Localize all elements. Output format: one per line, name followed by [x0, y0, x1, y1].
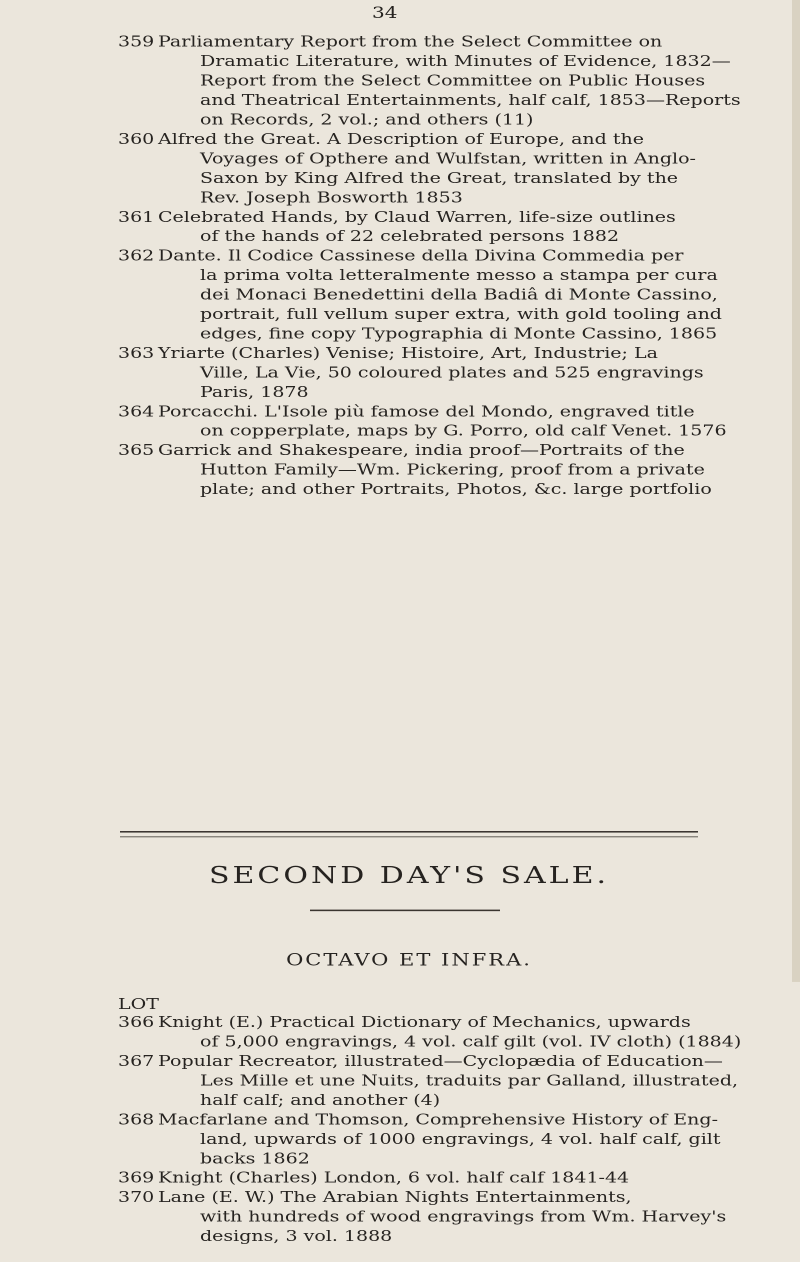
- lot-description-line: with hundreds of wood engravings from Wm. Harvey's: [200, 1208, 727, 1226]
- lot-description-line: and Theatrical Entertainments, half calf, 1853—Reports: [200, 91, 741, 109]
- lot-number: 360: [118, 130, 155, 148]
- lot-entry: [118, 33, 741, 130]
- lot-entry: [118, 208, 698, 247]
- format-subheading: OCTAVO ET INFRA.: [286, 950, 532, 970]
- lot-entry: [118, 130, 698, 208]
- lot-description-line: Dante. Il Codice Cassinese della Divina Commedia per: [158, 247, 684, 265]
- lot-description-line: land, upwards of 1000 engravings, 4 vol. half calf, gilt: [200, 1130, 721, 1148]
- lot-description-line: Dramatic Literature, with Minutes of Evidence, 1832—: [200, 52, 731, 71]
- lot-description-line: Knight (E.) Practical Dictionary of Mechanics, upwards: [158, 1013, 691, 1031]
- lot-description-line: backs 1862: [200, 1150, 310, 1168]
- title-underline: [310, 910, 500, 912]
- lot-description-line: Rev. Joseph Bosworth 1853: [200, 189, 463, 207]
- section-divider-thin: [120, 836, 698, 837]
- lot-description-line: on copperplate, maps by G. Porro, old calf Venet. 1576: [200, 422, 727, 440]
- lot-description-line: Celebrated Hands, by Claud Warren, life-size outlines: [158, 208, 676, 226]
- lot-description-line: Paris, 1878: [200, 383, 309, 401]
- lot-entry: [118, 1169, 698, 1188]
- lot-entry: [118, 247, 722, 344]
- lot-description-line: Voyages of Opthere and Wulfstan, written in Anglo-: [200, 150, 696, 168]
- section-title: SECOND DAY'S SALE.: [208, 862, 610, 890]
- page-number: 34: [372, 3, 398, 22]
- lot-description-line: Garrick and Shakespeare, india proof—Portraits of the: [158, 441, 685, 460]
- lot-description-line: Report from the Select Committee on Public Houses: [200, 72, 706, 90]
- lot-number: 370: [118, 1188, 155, 1207]
- lot-column-header: LOT: [118, 995, 159, 1014]
- lot-number: 366: [118, 1013, 155, 1031]
- lot-number: 367: [118, 1052, 155, 1070]
- lot-description-line: plate; and other Portraits, Photos, &c. large portfolio: [200, 480, 712, 498]
- lot-entry: [118, 1188, 727, 1246]
- lot-number: 368: [118, 1111, 155, 1129]
- lot-description-line: portrait, full vellum super extra, with gold tooling and: [200, 305, 722, 323]
- lot-entry: [118, 441, 712, 499]
- lot-description-line: Porcacchi. L'Isole più famose del Mondo, engraved title: [158, 403, 695, 421]
- lot-description-line: Lane (E. W.) The Arabian Nights Entertainments,: [158, 1188, 632, 1207]
- lot-description-line: of the hands of 22 celebrated persons 1882: [200, 227, 620, 246]
- lot-description-line: la prima volta letteralmente messo a stampa per cura: [200, 266, 718, 285]
- lot-description-line: Popular Recreator, illustrated—Cyclopædia of Education—: [158, 1052, 723, 1070]
- lot-number: 364: [118, 403, 155, 421]
- lot-description-line: on Records, 2 vol.; and others (11): [200, 111, 534, 129]
- lot-entry: [118, 1110, 721, 1168]
- lot-description-line: Macfarlane and Thomson, Comprehensive History of Eng-: [158, 1111, 718, 1129]
- lot-entry: [118, 402, 727, 441]
- lot-description-line: dei Monaci Benedettini della Badiâ di Monte Cassino,: [200, 286, 718, 304]
- lot-description-line: of 5,000 engravings, 4 vol. calf gilt (vol. IV cloth) (1884): [200, 1033, 742, 1051]
- lot-number: 369: [118, 1169, 155, 1187]
- lot-number: 365: [118, 441, 155, 460]
- lot-number: 363: [118, 344, 155, 362]
- lot-description-line: Knight (Charles) London, 6 vol. half calf 1841-44: [158, 1169, 630, 1187]
- lot-description-line: Saxon by King Alfred the Great, translated by the: [200, 169, 679, 187]
- page-edge: [792, 0, 800, 982]
- lot-entry: [118, 1052, 739, 1110]
- lot-description-line: edges, fine copy Typographia di Monte Cassino, 1865: [200, 325, 718, 343]
- section-divider-thick: [120, 831, 698, 833]
- lot-description-line: Yriarte (Charles) Venise; Histoire, Art, Industrie; La: [158, 344, 658, 362]
- lot-description-line: Alfred the Great. A Description of Europe, and the: [158, 130, 644, 148]
- lot-number: 361: [118, 208, 155, 226]
- lot-number: 362: [118, 247, 155, 265]
- lot-description-line: half calf; and another (4): [200, 1091, 441, 1109]
- lot-description-line: Les Mille et une Nuits, traduits par Galland, illustrated,: [200, 1072, 739, 1090]
- lot-number: 359: [118, 33, 155, 51]
- lot-description-line: Hutton Family—Wm. Pickering, proof from a private: [200, 461, 705, 479]
- lot-description-line: designs, 3 vol. 1888: [200, 1227, 393, 1245]
- lot-description-line: Ville, La Vie, 50 coloured plates and 525 engravings: [200, 364, 704, 382]
- lot-entry: [118, 1013, 742, 1052]
- lot-entry: [118, 344, 704, 402]
- lot-description-line: Parliamentary Report from the Select Committee on: [158, 33, 663, 51]
